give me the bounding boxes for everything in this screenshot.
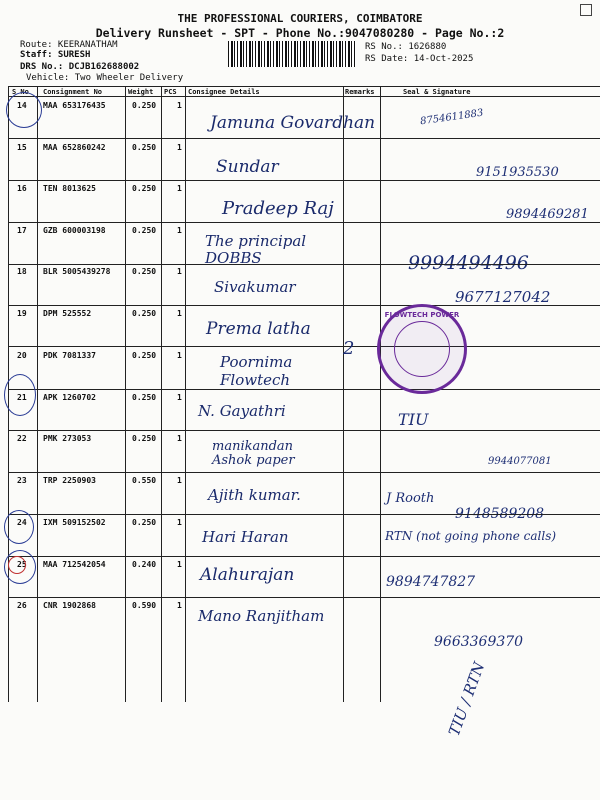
row-14-consignment: MAA 653176435 [43,101,106,110]
row-15-consignee: Sundar [216,157,279,177]
row-23-signature: J Rooth [386,491,435,506]
row-21-consignment: APK 1260702 [43,393,96,402]
rs-date: RS Date: 14-Oct-2025 [365,54,474,64]
row-17-sno: 17 [17,226,27,235]
vehicle-label: Vehicle: Two Wheeler Delivery [26,73,184,83]
row-23-consignment: TRP 2250903 [43,476,96,485]
row-16-signature: 9894469281 [506,207,589,222]
row-21-sno: 21 [17,393,27,402]
row-15-consignment: MAA 652860242 [43,143,106,152]
stamp-text: FLOWTECH POWER [384,311,460,319]
row-16-consignee: Pradeep Raj [222,198,334,219]
row-20-consignee: Poornima Flowtech [220,353,293,389]
row-19-weight: 0.250 [132,309,157,318]
row-separator-line [8,472,600,473]
bracket-mark: 2 [343,338,355,359]
row-18-sno: 18 [17,267,27,276]
red-circle-mark-25 [8,556,26,574]
col-header-weight: Weight [128,88,154,96]
col-header-consignee: Consignee Details [188,88,260,96]
row-16-weight: 0.250 [132,184,157,193]
row-20-consignment: PDK 7081337 [43,351,96,360]
row-14-weight: 0.250 [132,101,157,110]
row-24-sno: 24 [17,518,27,527]
row-14-sno: 14 [17,101,27,110]
row-22-weight: 0.250 [132,434,157,443]
row-24-signature: 9148589208 [455,506,545,522]
row-20-pcs: 1 [177,351,182,360]
row-18-consignment: BLR 5005439278 [43,267,111,276]
row-21-signature: TIU [398,410,429,429]
row-separator-line [8,597,600,598]
row-19-consignment: DPM 525552 [43,309,92,318]
col-header-pcs: PCS [164,88,177,96]
row-22-signature: 9944077081 [488,456,552,467]
row-25-consignee: Alahurajan [200,565,295,585]
row-24-consignment: IXM 509152502 [43,518,106,527]
row-20-sno: 20 [17,351,27,360]
row-22-consignee: manikandan Ashok paper [212,439,295,468]
row-19-consignee: Prema latha [206,319,311,339]
row-separator-line [8,180,600,181]
circle-mark-24 [4,510,34,544]
row-25-consignment: MAA 712542054 [43,560,106,569]
circle-mark-14 [6,92,42,128]
route-label: Route: KEERANATHAM [20,40,118,50]
row-14-consignee: Jamuna Govardhan [210,113,376,133]
row-21-pcs: 1 [177,393,182,402]
row-21-consignee: N. Gayathri [198,402,286,420]
row-20-weight: 0.250 [132,351,157,360]
row-separator-line [8,222,600,223]
row-26-signature: 9663369370 [434,634,524,650]
row-14-pcs: 1 [177,101,182,110]
row-separator-line [8,346,600,347]
row-18-weight: 0.250 [132,267,157,276]
row-separator-line [8,96,600,97]
row-16-pcs: 1 [177,184,182,193]
row-19-sno: 19 [17,309,27,318]
row-15-sno: 15 [17,143,27,152]
row-17-weight: 0.250 [132,226,157,235]
row-21-weight: 0.250 [132,393,157,402]
row-18-signature: 9677127042 [455,288,551,306]
row-16-sno: 16 [17,184,27,193]
row-17-pcs: 1 [177,226,182,235]
row-23-sno: 23 [17,476,27,485]
staff-label: Staff: SURESH [20,50,91,60]
row-23-weight: 0.550 [132,476,157,485]
row-25-weight: 0.240 [132,560,157,569]
row-25-pcs: 1 [177,560,182,569]
row-26-consignee: Mano Ranjitham [198,607,325,625]
row-24-weight: 0.250 [132,518,157,527]
row-24-pcs: 1 [177,518,182,527]
row-18-consignee: Sivakumar [214,278,296,296]
col-header-consignment: Consignment No [43,88,103,96]
row-25-sno: 25 [17,560,27,569]
row-14-signature: 8754611883 [419,107,485,128]
barcode [228,41,356,67]
row-separator-line [8,556,600,557]
circle-mark-21 [4,374,36,416]
row-26-consignment: CNR 1902868 [43,601,96,610]
row-separator-line [8,264,600,265]
row-17-signature: 9994494496 [408,252,529,274]
row-24-consignee: Hari Haran [202,528,289,546]
row-26-sno: 26 [17,601,27,610]
row-25-signature: 9894747827 [386,574,476,590]
rtn-note: RTN (not going phone calls) [385,529,557,543]
row-16-consignment: TEN 8013625 [43,184,96,193]
row-17-consignee: The principal DOBBS [205,232,307,267]
row-26-weight: 0.590 [132,601,157,610]
row-separator-line [8,138,600,139]
row-separator-line [8,389,600,390]
row-18-pcs: 1 [177,267,182,276]
row-22-sno: 22 [17,434,27,443]
bottom-mark: TIU / RTN [444,659,489,739]
row-23-consignee: Ajith kumar. [208,486,301,504]
company-title: THE PROFESSIONAL COURIERS, COIMBATORE [177,12,423,25]
row-15-weight: 0.250 [132,143,157,152]
runsheet-subtitle: Delivery Runsheet - SPT - Phone No.:9047080280 - Page No.:2 [95,26,505,40]
row-23-pcs: 1 [177,476,182,485]
col-header-seal: Seal & Signature [403,88,471,96]
row-22-pcs: 1 [177,434,182,443]
row-17-consignment: GZB 600003198 [43,226,106,235]
col-header-remarks: Remarks [345,88,375,96]
rs-number: RS No.: 1626880 [365,42,447,52]
row-15-signature: 9151935530 [476,165,559,180]
row-26-pcs: 1 [177,601,182,610]
row-22-consignment: PMK 273053 [43,434,92,443]
row-19-pcs: 1 [177,309,182,318]
row-separator-line [8,430,600,431]
row-separator-line [8,514,600,515]
row-15-pcs: 1 [177,143,182,152]
drs-number: DRS No.: DCJB162688002 [20,62,140,72]
col-header-sno: S No [12,88,29,96]
row-separator-line [8,305,600,306]
company-stamp [377,304,467,394]
